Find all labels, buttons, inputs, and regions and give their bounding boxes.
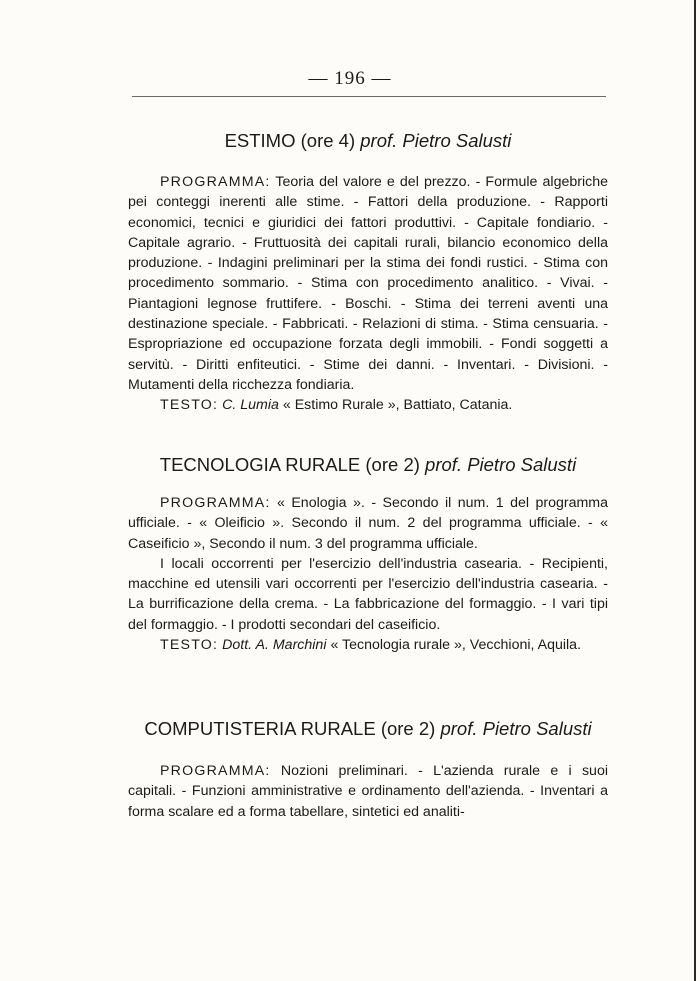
textbook-author: C. Lumia [222, 397, 279, 414]
heading-subject: TECNOLOGIA RURALE (ore 2) [159, 454, 420, 475]
program-label: PROGRAMMA: [160, 495, 271, 511]
program-text-2: I locali occorrenti per l'esercizio dell'industria casearia. - Recipienti, macchine ed utensili vari occorrenti per l'esercizio dell'industria casearia. - La burrificazione della crema. - La fabbricazione del formaggio. - I vari tipi del formaggio. - I prodotti secondari del caseificio. [128, 555, 608, 633]
program-label: PROGRAMMA: [160, 174, 271, 190]
program-text: « Enologia ». - Secondo il num. 1 del programma ufficiale. - « Oleificio ». Secondo il num. 2 del programma ufficiale. - « Caseificio », Secondo il num. 3 del programma ufficiale. [128, 495, 608, 552]
textbook-title: « Estimo Rurale », Battiato, Catania. [282, 397, 513, 414]
section-body-tecnologia [128, 493, 608, 655]
section-heading-estimo [128, 130, 608, 152]
page-edge-shadow [694, 0, 696, 981]
section-heading-computisteria [128, 718, 608, 740]
program-text: Nozioni preliminari. - L'azienda rurale e i suoi capitali. - Funzioni amministrative e ordinamento dell'azienda. - Inventari a forma scalare ed a forma tabellare, sintetici ed analiti- [128, 763, 608, 820]
heading-subject: COMPUTISTERIA RURALE (ore 2) [144, 718, 436, 739]
program-paragraph [128, 172, 608, 395]
textbook-paragraph [128, 395, 608, 415]
program-paragraph [128, 761, 608, 822]
program-paragraph [128, 493, 608, 554]
heading-professor: prof. Pietro Salusti [425, 454, 577, 475]
program-text: Teoria del valore e del prezzo. - Formule algebriche pei conteggi inerenti alle stime. - Fattori della produzione. - Rapporti economici, tecnici e giuridici dei fattori produttivi. - Capitale fondiario. - Capitale agrario. - Fruttuosità dei capitali rurali, bilancio economico della produzione. - Indagini preliminari per la stima dei fondi rustici. - Stima con procedimento sommario. - Stima con procedimento analitico. - Vivai. - Piantagioni legnose fruttifere. - Boschi. - Stima dei terreni aventi una destinazione speciale. - Fabbricati. - Relazioni di stima. - Stima censuaria. - Espropriazione ed occupazione forzata degli immobili. - Fondi soggetti a servitù. - Diritti enfiteutici. - Stime dei danni. - Inventari. - Divisioni. - Mutamenti della ricchezza fondiaria. [128, 174, 609, 393]
page-number: — 196 — [308, 68, 392, 89]
heading-professor: prof. Pietro Salusti [440, 718, 592, 739]
program-paragraph-2 [128, 554, 608, 635]
program-label: PROGRAMMA: [160, 763, 271, 779]
heading-subject: ESTIMO (ore 4) [224, 130, 356, 151]
textbook-author: Dott. A. Marchini [222, 637, 327, 654]
section-heading-tecnologia [128, 454, 608, 476]
header-rule [132, 96, 606, 97]
section-body-estimo [128, 172, 608, 416]
textbook-title: « Tecnologia rurale », Vecchioni, Aquila. [330, 637, 581, 654]
textbook-label: TESTO: [160, 397, 219, 414]
textbook-label: TESTO: [160, 637, 219, 654]
heading-professor: prof. Pietro Salusti [360, 130, 512, 151]
textbook-paragraph [128, 635, 608, 655]
section-body-computisteria [128, 761, 608, 822]
